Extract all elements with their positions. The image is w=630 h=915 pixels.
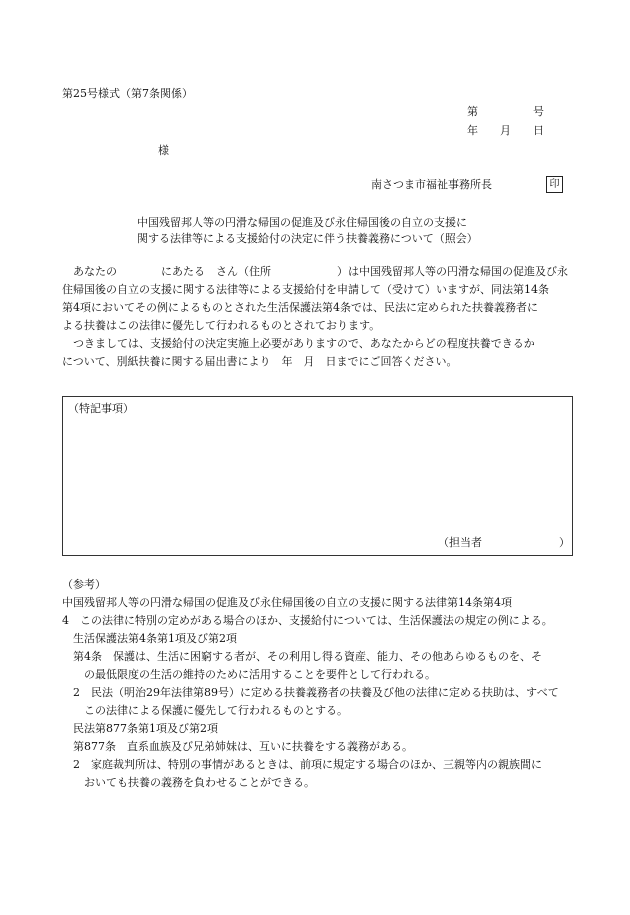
reference-line: 第4条 保護は、生活に困窮する者が、その利用し得る資産、能力、その他あらゆるものを、そ	[62, 650, 542, 663]
addressee-sama: 様	[158, 144, 169, 157]
reference-line: 2 家庭裁判所は、特別の事情があるときは、前項に規定する場合のほか、三親等内の親族間に	[62, 758, 542, 771]
body-line: あなたの にあたる さん（住所 ）は中国残留邦人等の円滑な帰国の促進及び永	[62, 265, 568, 278]
body-line: よる扶養はこの法律に優先して行われるものとされております。	[62, 319, 381, 332]
body-line: について、別紙扶養に関する届出書により 年 月 日までにご回答ください。	[62, 355, 458, 368]
body-line: 第4項においてその例によるものとされた生活保護法第4条では、民法に定められた扶養義務者に	[62, 301, 538, 314]
reference-line: 4 この法律に特別の定めがある場合のほか、支援給付については、生活保護法の規定の例による。	[62, 614, 553, 627]
reference-line: おいても扶養の義務を負わせることができる。	[62, 776, 315, 789]
reference-line: （参考）	[62, 578, 106, 591]
reference-line: この法律による保護に優先して行われるものとする。	[62, 704, 348, 717]
special-notes-box	[62, 396, 573, 556]
form-number: 第25号様式（第7条関係）	[62, 87, 193, 100]
body-line: 住帰国後の自立の支援に関する法律等による支援給付を申請して（受けて）いますが、同法第14条	[62, 283, 549, 296]
reference-line: 生活保護法第4条第1項及び第2項	[62, 632, 237, 645]
reference-line: 2 民法（明治29年法律第89号）に定める扶養義務者の扶養及び他の法律に定める扶助は、すべて	[62, 686, 559, 699]
reference-section	[62, 576, 582, 792]
body-line: つきましては、支援給付の決定実施上必要がありますので、あなたからどの程度扶養できるか	[62, 337, 535, 350]
document-title-line-1: 中国残留邦人等の円滑な帰国の促進及び永住帰国後の自立の支援に	[137, 216, 467, 229]
reference-line: 民法第877条第1項及び第2項	[62, 722, 218, 735]
person-in-charge-label: （担当者 ）	[438, 536, 570, 549]
special-notes-label: （特記事項）	[68, 402, 134, 415]
seal-stamp: 印	[546, 176, 563, 193]
reference-line: の最低限度の生活の維持のために活用することを要件として行われる。	[62, 668, 436, 681]
document-number-line: 第 号	[467, 105, 544, 118]
body-paragraph	[62, 263, 574, 371]
date-line: 年 月 日	[467, 124, 544, 137]
sender-office: 南さつま市福祉事務所長	[371, 178, 492, 191]
reference-line: 第877条 直系血族及び兄弟姉妹は、互いに扶養をする義務がある。	[62, 740, 413, 753]
document-title-line-2: 関する法律等による支援給付の決定に伴う扶養義務について（照会）	[137, 232, 478, 245]
reference-line: 中国残留邦人等の円滑な帰国の促進及び永住帰国後の自立の支援に関する法律第14条第4項	[62, 596, 512, 609]
